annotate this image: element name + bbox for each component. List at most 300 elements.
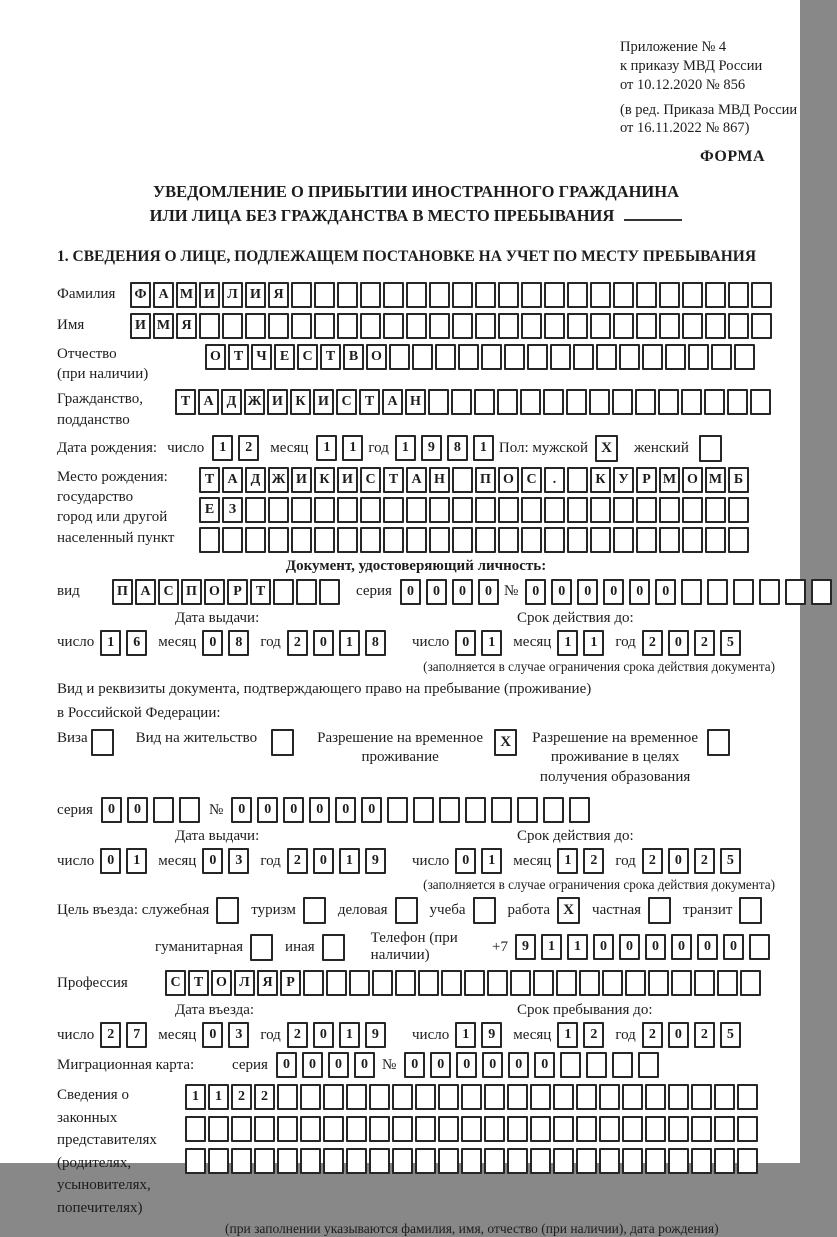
visa-checkbox[interactable]	[91, 729, 114, 756]
char-cell[interactable]	[441, 970, 462, 996]
char-cell[interactable]	[383, 497, 404, 523]
char-cell[interactable]	[199, 527, 220, 553]
char-cell[interactable]: 6	[126, 630, 147, 656]
char-cell[interactable]: 0	[335, 797, 356, 823]
char-cell[interactable]	[543, 389, 564, 415]
char-cell[interactable]	[153, 797, 174, 823]
char-cell[interactable]	[751, 282, 772, 308]
char-cell[interactable]	[254, 1116, 275, 1142]
char-cell[interactable]	[452, 527, 473, 553]
char-cell[interactable]	[346, 1148, 367, 1174]
female-checkbox[interactable]	[699, 435, 722, 462]
char-cell[interactable]: 1	[481, 848, 502, 874]
purpose-tourism-checkbox[interactable]	[303, 897, 326, 924]
char-cell[interactable]: И	[245, 282, 266, 308]
char-cell[interactable]	[208, 1148, 229, 1174]
char-cell[interactable]	[474, 389, 495, 415]
char-cell[interactable]	[360, 497, 381, 523]
char-cell[interactable]: Р	[636, 467, 657, 493]
char-cell[interactable]: 1	[316, 435, 337, 461]
purpose-transit-checkbox[interactable]	[739, 897, 762, 924]
char-cell[interactable]: З	[222, 497, 243, 523]
char-cell[interactable]: 0	[404, 1052, 425, 1078]
char-cell[interactable]	[291, 313, 312, 339]
char-cell[interactable]	[648, 970, 669, 996]
char-cell[interactable]	[681, 579, 702, 605]
char-cell[interactable]	[464, 970, 485, 996]
char-cell[interactable]: Т	[175, 389, 196, 415]
char-cell[interactable]	[438, 1116, 459, 1142]
char-cell[interactable]: Т	[383, 467, 404, 493]
char-cell[interactable]	[533, 970, 554, 996]
char-cell[interactable]: 0	[619, 934, 640, 960]
char-cell[interactable]	[360, 527, 381, 553]
char-cell[interactable]	[498, 282, 519, 308]
char-cell[interactable]: 0	[452, 579, 473, 605]
char-cell[interactable]: Я	[268, 282, 289, 308]
char-cell[interactable]	[231, 1116, 252, 1142]
char-cell[interactable]: 0	[302, 1052, 323, 1078]
char-cell[interactable]	[452, 313, 473, 339]
char-cell[interactable]	[705, 497, 726, 523]
char-cell[interactable]	[504, 344, 525, 370]
char-cell[interactable]	[521, 282, 542, 308]
char-cell[interactable]: 0	[655, 579, 676, 605]
char-cell[interactable]	[277, 1148, 298, 1174]
male-checkbox[interactable]: X	[595, 435, 618, 462]
char-cell[interactable]	[636, 313, 657, 339]
char-cell[interactable]: 0	[361, 797, 382, 823]
char-cell[interactable]	[602, 970, 623, 996]
char-cell[interactable]	[314, 497, 335, 523]
char-cell[interactable]	[622, 1084, 643, 1110]
char-cell[interactable]	[337, 527, 358, 553]
char-cell[interactable]: Ж	[268, 467, 289, 493]
char-cell[interactable]: О	[366, 344, 387, 370]
char-cell[interactable]: И	[291, 467, 312, 493]
char-cell[interactable]	[750, 389, 771, 415]
char-cell[interactable]	[475, 497, 496, 523]
char-cell[interactable]	[277, 1084, 298, 1110]
char-cell[interactable]: А	[135, 579, 156, 605]
char-cell[interactable]	[728, 527, 749, 553]
char-cell[interactable]	[705, 313, 726, 339]
char-cell[interactable]: И	[130, 313, 151, 339]
char-cell[interactable]: 9	[421, 435, 442, 461]
char-cell[interactable]: 0	[603, 579, 624, 605]
char-cell[interactable]	[520, 389, 541, 415]
char-cell[interactable]: 0	[629, 579, 650, 605]
char-cell[interactable]	[566, 389, 587, 415]
char-cell[interactable]	[418, 970, 439, 996]
char-cell[interactable]	[728, 282, 749, 308]
char-cell[interactable]: 0	[309, 797, 330, 823]
char-cell[interactable]: 1	[100, 630, 121, 656]
char-cell[interactable]: 8	[228, 630, 249, 656]
char-cell[interactable]	[586, 1052, 607, 1078]
char-cell[interactable]	[740, 970, 761, 996]
char-cell[interactable]: 1	[126, 848, 147, 874]
char-cell[interactable]	[659, 282, 680, 308]
char-cell[interactable]	[245, 497, 266, 523]
char-cell[interactable]: 2	[642, 630, 663, 656]
char-cell[interactable]	[688, 344, 709, 370]
char-cell[interactable]	[737, 1116, 758, 1142]
char-cell[interactable]	[682, 497, 703, 523]
char-cell[interactable]	[303, 970, 324, 996]
char-cell[interactable]	[389, 344, 410, 370]
char-cell[interactable]: 0	[668, 630, 689, 656]
char-cell[interactable]	[498, 313, 519, 339]
purpose-business-checkbox[interactable]	[395, 897, 418, 924]
char-cell[interactable]	[613, 497, 634, 523]
char-cell[interactable]	[296, 579, 317, 605]
char-cell[interactable]	[567, 497, 588, 523]
char-cell[interactable]	[185, 1148, 206, 1174]
char-cell[interactable]	[300, 1116, 321, 1142]
char-cell[interactable]	[491, 797, 512, 823]
char-cell[interactable]: 0	[668, 848, 689, 874]
char-cell[interactable]	[759, 579, 780, 605]
char-cell[interactable]: М	[659, 467, 680, 493]
char-cell[interactable]: А	[153, 282, 174, 308]
char-cell[interactable]: 0	[231, 797, 252, 823]
char-cell[interactable]	[392, 1148, 413, 1174]
char-cell[interactable]: 0	[671, 934, 692, 960]
char-cell[interactable]: А	[222, 467, 243, 493]
char-cell[interactable]: С	[158, 579, 179, 605]
char-cell[interactable]: 5	[720, 1022, 741, 1048]
char-cell[interactable]	[544, 282, 565, 308]
char-cell[interactable]	[507, 1084, 528, 1110]
char-cell[interactable]: 1	[208, 1084, 229, 1110]
char-cell[interactable]	[507, 1116, 528, 1142]
char-cell[interactable]	[714, 1084, 735, 1110]
char-cell[interactable]: Р	[280, 970, 301, 996]
char-cell[interactable]	[567, 313, 588, 339]
char-cell[interactable]	[319, 579, 340, 605]
char-cell[interactable]	[550, 344, 571, 370]
char-cell[interactable]	[659, 497, 680, 523]
char-cell[interactable]: Н	[405, 389, 426, 415]
char-cell[interactable]	[590, 313, 611, 339]
char-cell[interactable]: 2	[642, 1022, 663, 1048]
char-cell[interactable]: 1	[583, 630, 604, 656]
char-cell[interactable]: И	[199, 282, 220, 308]
purpose-private-checkbox[interactable]	[648, 897, 671, 924]
char-cell[interactable]	[590, 282, 611, 308]
char-cell[interactable]: 0	[668, 1022, 689, 1048]
char-cell[interactable]	[326, 970, 347, 996]
char-cell[interactable]	[475, 313, 496, 339]
char-cell[interactable]	[811, 579, 832, 605]
char-cell[interactable]	[475, 527, 496, 553]
char-cell[interactable]	[705, 282, 726, 308]
char-cell[interactable]	[323, 1116, 344, 1142]
char-cell[interactable]: 0	[257, 797, 278, 823]
char-cell[interactable]	[645, 1148, 666, 1174]
char-cell[interactable]: К	[290, 389, 311, 415]
char-cell[interactable]: 2	[694, 630, 715, 656]
char-cell[interactable]	[360, 313, 381, 339]
char-cell[interactable]: 0	[283, 797, 304, 823]
char-cell[interactable]: Р	[227, 579, 248, 605]
char-cell[interactable]	[415, 1116, 436, 1142]
char-cell[interactable]	[481, 344, 502, 370]
char-cell[interactable]: 0	[202, 1022, 223, 1048]
char-cell[interactable]	[369, 1116, 390, 1142]
char-cell[interactable]	[413, 797, 434, 823]
char-cell[interactable]: Т	[359, 389, 380, 415]
char-cell[interactable]: 1	[339, 848, 360, 874]
char-cell[interactable]	[590, 527, 611, 553]
char-cell[interactable]	[415, 1084, 436, 1110]
char-cell[interactable]: 0	[525, 579, 546, 605]
char-cell[interactable]: К	[314, 467, 335, 493]
char-cell[interactable]	[567, 527, 588, 553]
char-cell[interactable]	[543, 797, 564, 823]
char-cell[interactable]	[517, 797, 538, 823]
char-cell[interactable]	[576, 1116, 597, 1142]
char-cell[interactable]	[645, 1084, 666, 1110]
char-cell[interactable]	[589, 389, 610, 415]
char-cell[interactable]	[360, 282, 381, 308]
char-cell[interactable]: 9	[515, 934, 536, 960]
char-cell[interactable]	[560, 1052, 581, 1078]
char-cell[interactable]	[300, 1148, 321, 1174]
char-cell[interactable]: П	[181, 579, 202, 605]
char-cell[interactable]: А	[198, 389, 219, 415]
char-cell[interactable]	[625, 970, 646, 996]
char-cell[interactable]: 3	[228, 848, 249, 874]
char-cell[interactable]	[749, 934, 770, 960]
char-cell[interactable]	[245, 527, 266, 553]
char-cell[interactable]	[222, 527, 243, 553]
temp-residence-checkbox[interactable]: X	[494, 729, 517, 756]
char-cell[interactable]	[704, 389, 725, 415]
char-cell[interactable]	[785, 579, 806, 605]
char-cell[interactable]: М	[705, 467, 726, 493]
char-cell[interactable]: 0	[723, 934, 744, 960]
char-cell[interactable]	[681, 389, 702, 415]
char-cell[interactable]	[579, 970, 600, 996]
char-cell[interactable]: 0	[645, 934, 666, 960]
char-cell[interactable]	[277, 1116, 298, 1142]
char-cell[interactable]	[530, 1116, 551, 1142]
char-cell[interactable]: А	[406, 467, 427, 493]
char-cell[interactable]	[573, 344, 594, 370]
char-cell[interactable]	[314, 527, 335, 553]
char-cell[interactable]: Т	[188, 970, 209, 996]
char-cell[interactable]	[613, 527, 634, 553]
char-cell[interactable]	[671, 970, 692, 996]
char-cell[interactable]: 0	[100, 848, 121, 874]
char-cell[interactable]: 2	[583, 848, 604, 874]
char-cell[interactable]	[231, 1148, 252, 1174]
char-cell[interactable]	[556, 970, 577, 996]
char-cell[interactable]	[599, 1148, 620, 1174]
char-cell[interactable]: 3	[228, 1022, 249, 1048]
char-cell[interactable]	[498, 527, 519, 553]
char-cell[interactable]: 1	[567, 934, 588, 960]
char-cell[interactable]: 0	[455, 630, 476, 656]
char-cell[interactable]: Я	[257, 970, 278, 996]
char-cell[interactable]	[429, 497, 450, 523]
char-cell[interactable]	[451, 389, 472, 415]
char-cell[interactable]	[439, 797, 460, 823]
char-cell[interactable]	[635, 389, 656, 415]
char-cell[interactable]: Т	[250, 579, 271, 605]
char-cell[interactable]	[484, 1148, 505, 1174]
char-cell[interactable]	[337, 497, 358, 523]
char-cell[interactable]: О	[498, 467, 519, 493]
char-cell[interactable]	[714, 1148, 735, 1174]
char-cell[interactable]: 2	[287, 630, 308, 656]
char-cell[interactable]: С	[165, 970, 186, 996]
char-cell[interactable]	[461, 1084, 482, 1110]
char-cell[interactable]: 0	[482, 1052, 503, 1078]
char-cell[interactable]	[346, 1084, 367, 1110]
char-cell[interactable]	[383, 313, 404, 339]
char-cell[interactable]: 1	[557, 630, 578, 656]
char-cell[interactable]: 0	[101, 797, 122, 823]
char-cell[interactable]	[323, 1148, 344, 1174]
char-cell[interactable]	[717, 970, 738, 996]
char-cell[interactable]	[369, 1148, 390, 1174]
char-cell[interactable]	[659, 313, 680, 339]
char-cell[interactable]	[737, 1148, 758, 1174]
char-cell[interactable]: 9	[481, 1022, 502, 1048]
char-cell[interactable]	[314, 313, 335, 339]
char-cell[interactable]	[668, 1116, 689, 1142]
char-cell[interactable]: 1	[557, 1022, 578, 1048]
char-cell[interactable]	[567, 282, 588, 308]
char-cell[interactable]	[507, 1148, 528, 1174]
char-cell[interactable]	[665, 344, 686, 370]
char-cell[interactable]: 9	[365, 848, 386, 874]
char-cell[interactable]	[734, 344, 755, 370]
char-cell[interactable]: 2	[100, 1022, 121, 1048]
char-cell[interactable]: 0	[127, 797, 148, 823]
char-cell[interactable]	[337, 282, 358, 308]
char-cell[interactable]	[636, 282, 657, 308]
char-cell[interactable]	[268, 313, 289, 339]
char-cell[interactable]	[521, 497, 542, 523]
char-cell[interactable]	[387, 797, 408, 823]
char-cell[interactable]: И	[313, 389, 334, 415]
char-cell[interactable]: 1	[185, 1084, 206, 1110]
char-cell[interactable]: 2	[694, 1022, 715, 1048]
residence-permit-checkbox[interactable]	[271, 729, 294, 756]
char-cell[interactable]: Б	[728, 467, 749, 493]
char-cell[interactable]	[185, 1116, 206, 1142]
char-cell[interactable]: П	[112, 579, 133, 605]
char-cell[interactable]: М	[176, 282, 197, 308]
char-cell[interactable]	[544, 497, 565, 523]
char-cell[interactable]	[245, 313, 266, 339]
char-cell[interactable]	[553, 1116, 574, 1142]
char-cell[interactable]	[691, 1148, 712, 1174]
char-cell[interactable]: 0	[313, 630, 334, 656]
char-cell[interactable]: М	[153, 313, 174, 339]
temp-residence-edu-checkbox[interactable]	[707, 729, 730, 756]
char-cell[interactable]: Ч	[251, 344, 272, 370]
char-cell[interactable]: 1	[481, 630, 502, 656]
char-cell[interactable]	[668, 1084, 689, 1110]
char-cell[interactable]	[369, 1084, 390, 1110]
char-cell[interactable]	[458, 344, 479, 370]
char-cell[interactable]	[452, 282, 473, 308]
char-cell[interactable]: Л	[234, 970, 255, 996]
char-cell[interactable]: 8	[365, 630, 386, 656]
char-cell[interactable]: 0	[577, 579, 598, 605]
char-cell[interactable]	[636, 497, 657, 523]
char-cell[interactable]	[707, 579, 728, 605]
char-cell[interactable]	[668, 1148, 689, 1174]
char-cell[interactable]: Н	[429, 467, 450, 493]
char-cell[interactable]	[527, 344, 548, 370]
char-cell[interactable]	[613, 282, 634, 308]
char-cell[interactable]	[599, 1116, 620, 1142]
char-cell[interactable]: 1	[557, 848, 578, 874]
char-cell[interactable]	[406, 497, 427, 523]
char-cell[interactable]: .	[544, 467, 565, 493]
char-cell[interactable]	[622, 1148, 643, 1174]
char-cell[interactable]: 0	[456, 1052, 477, 1078]
char-cell[interactable]	[392, 1116, 413, 1142]
char-cell[interactable]	[461, 1116, 482, 1142]
char-cell[interactable]	[530, 1148, 551, 1174]
char-cell[interactable]: 0	[400, 579, 421, 605]
char-cell[interactable]	[179, 797, 200, 823]
char-cell[interactable]: 2	[287, 1022, 308, 1048]
char-cell[interactable]	[521, 313, 542, 339]
char-cell[interactable]: 0	[508, 1052, 529, 1078]
char-cell[interactable]: 5	[720, 630, 741, 656]
char-cell[interactable]	[461, 1148, 482, 1174]
char-cell[interactable]: 2	[642, 848, 663, 874]
char-cell[interactable]	[659, 527, 680, 553]
char-cell[interactable]	[208, 1116, 229, 1142]
char-cell[interactable]: 2	[238, 435, 259, 461]
char-cell[interactable]: 1	[339, 630, 360, 656]
char-cell[interactable]	[645, 1116, 666, 1142]
char-cell[interactable]: 0	[313, 1022, 334, 1048]
char-cell[interactable]: О	[211, 970, 232, 996]
char-cell[interactable]	[694, 970, 715, 996]
char-cell[interactable]	[383, 527, 404, 553]
char-cell[interactable]: 2	[231, 1084, 252, 1110]
purpose-official-checkbox[interactable]	[216, 897, 239, 924]
char-cell[interactable]: О	[205, 344, 226, 370]
purpose-other-checkbox[interactable]	[322, 934, 345, 961]
char-cell[interactable]	[438, 1084, 459, 1110]
char-cell[interactable]: 2	[583, 1022, 604, 1048]
char-cell[interactable]: 0	[430, 1052, 451, 1078]
char-cell[interactable]: В	[343, 344, 364, 370]
char-cell[interactable]: 8	[447, 435, 468, 461]
char-cell[interactable]	[487, 970, 508, 996]
char-cell[interactable]	[465, 797, 486, 823]
purpose-study-checkbox[interactable]	[473, 897, 496, 924]
char-cell[interactable]	[323, 1084, 344, 1110]
char-cell[interactable]: Д	[245, 467, 266, 493]
char-cell[interactable]	[553, 1148, 574, 1174]
char-cell[interactable]	[619, 344, 640, 370]
char-cell[interactable]	[428, 389, 449, 415]
char-cell[interactable]	[711, 344, 732, 370]
char-cell[interactable]	[596, 344, 617, 370]
